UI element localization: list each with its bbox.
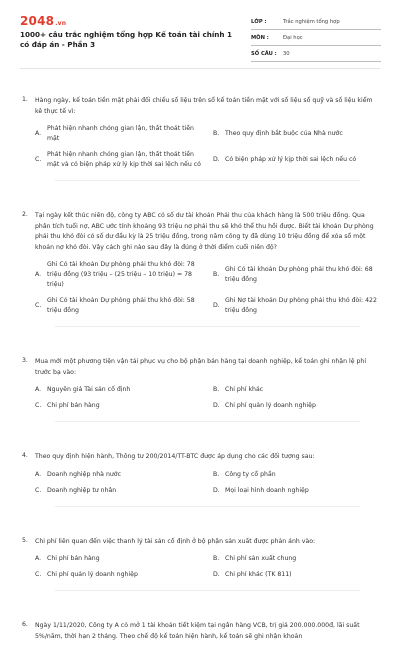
answer-option[interactable] — [35, 385, 207, 395]
option-text: Doanh nghiệp tư nhân — [47, 486, 117, 494]
answer-option[interactable] — [213, 470, 385, 480]
option-letter: A. — [35, 271, 42, 278]
option-text: Mọi loại hình doanh nghiệp — [225, 486, 309, 494]
question-number: 6. — [22, 621, 28, 628]
option-letter: C. — [35, 402, 42, 409]
option-letter: A. — [35, 386, 42, 393]
option-text: Chi phí khác (TK 811) — [225, 571, 292, 578]
answer-options — [35, 470, 380, 496]
question-number: 3. — [22, 357, 28, 364]
answer-options — [35, 385, 380, 411]
answer-option[interactable] — [35, 401, 207, 411]
page-title: 1000+ câu trắc nghiệm tổng hợp Kế toán tài chính 1 có đáp án - Phần 3 — [20, 30, 233, 49]
question-list — [0, 76, 400, 652]
option-letter: C. — [35, 486, 42, 494]
option-letter: D. — [213, 156, 220, 163]
option-text: Chi phí bán hàng — [47, 402, 100, 409]
option-text: Công ty cổ phần — [225, 470, 276, 478]
question-stem: Ngày 1/11/2020, Công ty A có mở 1 tài khoản tiết kiệm tại ngân hàng VCB, trị giá 200.000.000đ, lãi suất 5%/năm, thời hạn 2 tháng. Theo chế độ kế toán hiện hành, kế toán sẽ ghi nhận khoản — [35, 622, 360, 640]
answer-option[interactable] — [35, 150, 207, 170]
option-letter: A. — [35, 555, 42, 562]
option-text: Chi phí bán hàng — [47, 555, 100, 562]
answer-option[interactable] — [213, 260, 385, 290]
answer-option[interactable] — [35, 470, 207, 480]
question — [0, 191, 400, 327]
option-text: Phát hiện nhanh chóng gian lận, thất thoát tiền mặt và có biện pháp xử lý kịp thời sai lệch nếu có — [47, 151, 201, 168]
question-stem: Hàng ngày, kế toán tiền mặt phải đối chiếu số liệu trên sổ kế toán tiền mặt với số liệu sổ quỹ và số liệu kiểm kê thực tế vì: — [35, 97, 373, 115]
answer-option[interactable] — [213, 124, 385, 144]
option-letter: A. — [35, 470, 42, 478]
answer-option[interactable] — [213, 401, 385, 411]
question-divider — [55, 506, 360, 507]
answer-options — [35, 260, 380, 316]
option-letter: C. — [35, 571, 42, 578]
question-divider — [55, 180, 360, 181]
option-letter: B. — [213, 130, 220, 137]
answer-option[interactable] — [35, 296, 207, 316]
answer-option[interactable] — [35, 124, 207, 144]
question-number: 4. — [22, 452, 28, 459]
site-logo[interactable]: 2048.vn — [20, 14, 67, 28]
question — [0, 337, 400, 422]
question-stem: Chi phí liên quan đến việc thanh lý tài sản cố định ở bộ phận sản xuất được phản ánh vào: — [35, 537, 316, 545]
option-text: Ghi Nợ tài khoản Dự phòng phải thu khó đòi: 422 triệu đồng — [225, 297, 377, 314]
option-letter: B. — [213, 386, 220, 393]
meta-row-count: SỐ CÂU : 30 — [251, 46, 381, 62]
option-text: Có biện pháp xử lý kịp thời sai lệch nếu có — [225, 156, 357, 163]
option-text: Ghi Có tài khoản Dự phòng phải thu khó đòi: 68 triệu đồng — [225, 266, 373, 283]
question-stem: Tại ngày kết thúc niên độ, công ty ABC có số dư tài khoản Phải thu của khách hàng là 500 triệu đồng. Qua phân tích tuổi nợ, ABC ước tính khoảng 93 triệu nợ phải thu sẽ khó thể thu hồi được. Biết tài khoản Dự phòng phải thu khó đòi có số dư đầu kỳ là 25 triệu đồng, trong năm công ty đã dùng 10 triệu đồng để xóa sổ một khoản nợ khó đòi. Vậy cách ghi nào sau đây là đúng ở thời điểm cuối niên độ? — [35, 212, 374, 251]
question-divider — [55, 326, 360, 327]
answer-option[interactable] — [213, 570, 385, 580]
answer-option[interactable] — [213, 554, 385, 564]
question-number: 2. — [22, 211, 28, 218]
meta-table — [251, 14, 381, 62]
answer-option[interactable] — [35, 570, 207, 580]
answer-option[interactable] — [213, 150, 385, 170]
question — [0, 517, 400, 592]
question-divider — [55, 421, 360, 422]
option-letter: D. — [213, 302, 220, 309]
answer-option[interactable] — [35, 260, 207, 290]
option-letter: D. — [213, 571, 220, 578]
option-text: Doanh nghiệp nhà nước — [47, 470, 121, 478]
question-stem: Theo quy định hiện hành, Thông tư 200/2014/TT-BTC được áp dụng cho các đối tượng sau: — [35, 453, 315, 460]
option-text: Nguyên giá Tài sản cố định — [47, 386, 131, 393]
option-letter: D. — [213, 402, 220, 409]
answer-option[interactable] — [35, 554, 207, 564]
meta-row-class: LỚP : Trắc nghiệm tổng hợp — [251, 14, 381, 30]
answer-option[interactable] — [35, 486, 207, 496]
option-text: Chi phí sản xuất chung — [225, 555, 297, 562]
option-letter: C. — [35, 302, 42, 309]
option-text: Chi phí khác — [225, 386, 264, 393]
option-text: Theo quy định bắt buộc của Nhà nước — [225, 130, 343, 137]
question — [0, 76, 400, 181]
option-text: Chi phí quản lý doanh nghiệp — [225, 402, 316, 409]
question-divider — [55, 590, 360, 591]
answer-option[interactable] — [213, 486, 385, 496]
option-letter: C. — [35, 156, 42, 163]
header — [0, 0, 400, 66]
option-letter: B. — [213, 271, 220, 278]
option-letter: B. — [213, 470, 220, 478]
question — [0, 601, 400, 642]
option-letter: A. — [35, 130, 42, 137]
meta-row-subject: MÔN : Đại học — [251, 30, 381, 46]
question-stem: Mua mới một phương tiện vận tải phục vụ cho bộ phận bán hàng tại doanh nghiệp, kế toán ghi nhận lệ phí trước bạ vào: — [35, 358, 367, 376]
question-number: 1. — [22, 96, 28, 103]
answer-option[interactable] — [213, 385, 385, 395]
option-letter: D. — [213, 486, 220, 494]
option-text: Ghi Có tài khoản Dự phòng phải thu khó đòi: 78 triệu đồng (93 triệu – (25 triệu – 10 triệu) = 78 triệu) — [47, 261, 195, 288]
answer-options — [35, 554, 380, 580]
option-text: Phát hiện nhanh chóng gian lận, thất thoát tiền mặt — [47, 125, 194, 142]
option-text: Ghi Có tài khoản Dự phòng phải thu khó đòi: 58 triệu đồng — [47, 297, 195, 314]
question — [0, 432, 400, 507]
question-number: 5. — [22, 536, 28, 544]
answer-options — [35, 124, 380, 170]
option-text: Chi phí quản lý doanh nghiệp — [47, 571, 138, 578]
answer-option[interactable] — [213, 296, 385, 316]
option-letter: B. — [213, 555, 220, 562]
header-divider — [20, 68, 380, 69]
